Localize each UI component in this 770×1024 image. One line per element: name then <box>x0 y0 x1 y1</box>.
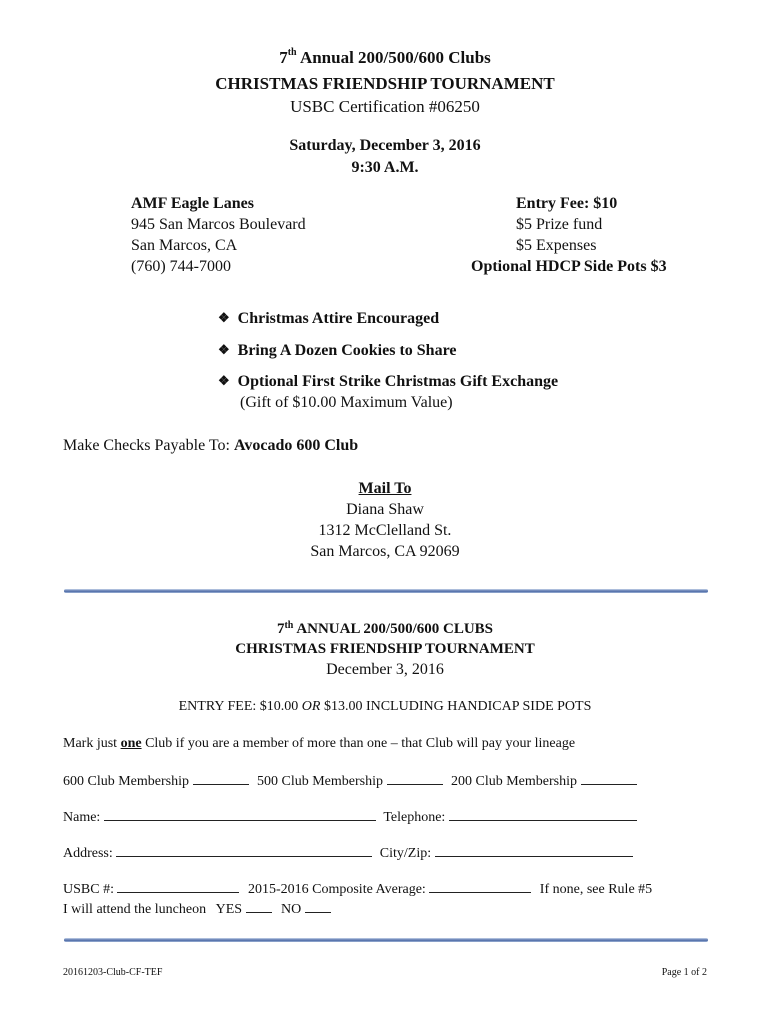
name-field[interactable] <box>104 808 376 821</box>
usbc-field[interactable] <box>117 880 239 893</box>
tournament-subtitle: CHRISTMAS FRIENDSHIP TOURNAMENT <box>215 74 555 93</box>
entry-fee-line: ENTRY FEE: $10.00 OR $13.00 INCLUDING HANDICAP SIDE POTS <box>178 699 592 714</box>
luncheon-no-field[interactable] <box>305 900 331 913</box>
title-ordinal: 7 <box>279 48 288 67</box>
bullet-item: ❖ Optional First Strike Christmas Gift Exchange <box>218 373 559 390</box>
address-row: Address: City/Zip: <box>63 844 633 862</box>
certification: USBC Certification #06250 <box>290 97 480 116</box>
mail-heading: Mail To <box>358 480 412 497</box>
address-field[interactable] <box>116 844 372 857</box>
form-date: December 3, 2016 <box>326 661 444 678</box>
luncheon-yes-field[interactable] <box>246 900 272 913</box>
page-number: Page 1 of 2 <box>661 967 707 978</box>
form-title: 7th ANNUAL 200/500/600 CLUBS <box>276 620 494 637</box>
name-row: Name: Telephone: <box>63 808 637 826</box>
footer-code: 20161203-Club-CF-TEF <box>63 967 163 978</box>
page-title <box>0 48 770 68</box>
telephone-field[interactable] <box>449 808 637 821</box>
title-text: Annual 200/500/600 Clubs <box>299 48 491 67</box>
payable-label: Make Checks Payable To: <box>63 437 230 454</box>
membership-row: 600 Club Membership 500 Club Membership 200 Club Membership <box>63 772 637 790</box>
event-date: Saturday, December 3, 2016 <box>289 137 481 154</box>
venue-phone: (760) 744-7000 <box>131 258 231 275</box>
gift-note: (Gift of $10.00 Maximum Value) <box>240 394 453 411</box>
venue-street: 945 San Marcos Boulevard <box>131 216 306 233</box>
diamond-bullet-icon: ❖ <box>218 342 230 357</box>
bullet-item: ❖ Christmas Attire Encouraged <box>218 310 440 327</box>
mark-instruction: Mark just one Club if you are a member of more than one – that Club will pay your lineage <box>63 736 576 751</box>
payable-value: Avocado 600 Club <box>234 437 359 454</box>
city-zip-field[interactable] <box>435 844 633 857</box>
usbc-row: USBC #: 2015-2016 Composite Average: If none, see Rule #5 <box>63 882 653 897</box>
mail-street: 1312 McClelland St. <box>318 522 452 539</box>
composite-average-field[interactable] <box>429 880 531 893</box>
diamond-bullet-icon: ❖ <box>218 373 230 388</box>
side-pots: Optional HDCP Side Pots $3 <box>471 258 667 275</box>
prize-fund: $5 Prize fund <box>516 216 603 233</box>
event-time: 9:30 A.M. <box>351 159 419 176</box>
diamond-bullet-icon: ❖ <box>218 310 230 325</box>
expenses: $5 Expenses <box>516 237 597 254</box>
membership-500-field[interactable] <box>387 772 443 785</box>
mail-name: Diana Shaw <box>346 501 424 518</box>
venue-name: AMF Eagle Lanes <box>131 195 254 212</box>
divider-bottom <box>64 938 708 942</box>
divider-top <box>64 589 708 593</box>
bullet-item: ❖ Bring A Dozen Cookies to Share <box>218 342 457 359</box>
membership-600-field[interactable] <box>193 772 249 785</box>
venue-city: San Marcos, CA <box>131 237 238 254</box>
mail-city: San Marcos, CA 92069 <box>310 543 460 560</box>
payable-line <box>63 437 358 455</box>
luncheon-row: I will attend the luncheon YES NO <box>63 900 331 918</box>
entry-fee: Entry Fee: $10 <box>516 195 618 212</box>
title-ordinal-suffix: th <box>287 47 297 58</box>
form-subtitle: CHRISTMAS FRIENDSHIP TOURNAMENT <box>235 641 535 657</box>
membership-200-field[interactable] <box>581 772 637 785</box>
